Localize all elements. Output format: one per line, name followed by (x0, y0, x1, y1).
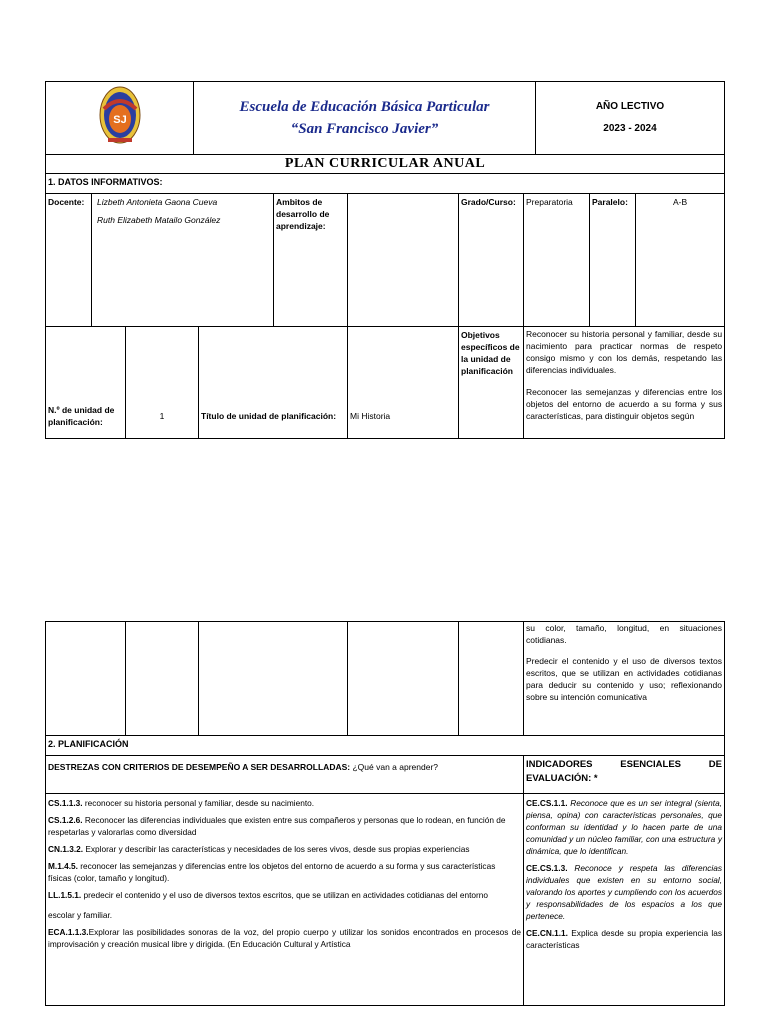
cont-cell-5 (459, 622, 524, 736)
header-table (45, 81, 725, 155)
objetivo-1: Reconocer su historia personal y familiar, desde su nacimiento para practicar normas de respeto consigo mismo y con los demás, respetando las diferencias individuales. (526, 329, 723, 375)
continuation-table (45, 621, 725, 1006)
objetivos-label: Objetivos específicos de la unidad de planificación (459, 327, 524, 439)
destreza-item: CS.1.1.3. reconocer su historia personal y familiar, desde su nacimiento. (48, 798, 315, 808)
destreza-item: M.1.4.5. reconocer las semejanzas y diferencias entre los objetos del entorno de acuerdo a su forma y sus características físicas (color, tamaño y longitud). (48, 861, 496, 883)
svg-text:SJ: SJ (112, 113, 127, 126)
cont-cell-2 (126, 622, 199, 736)
plan-table (45, 154, 725, 439)
destreza-item: LL.1.5.1. predecir el contenido y el uso de diversos textos escritos, que se utilizan en actividades cotidianas del entorno (48, 890, 488, 900)
indicador-item: CE.CN.1.1. Explica desde su propia experiencia las características (526, 928, 722, 950)
cont-cell-1 (46, 622, 126, 736)
docente-1: Lizbeth Antonieta Gaona Cueva (97, 197, 218, 207)
destreza-item: CS.1.2.6. Reconocer las diferencias individuales que existen entre sus compañeros y personas que lo rodean, en función de respetarlas y valorarlas como diversidad (48, 815, 506, 837)
objetivos-value (524, 327, 725, 439)
destrezas-header-question: ¿Qué van a aprender? (352, 762, 438, 772)
objetivo-2b: su color, tamaño, longitud, en situaciones cotidianas. (526, 623, 722, 645)
school-name-line2: “San Francisco Javier” (290, 121, 439, 137)
destrezas-header (46, 756, 524, 794)
paralelo-value: A-B (636, 194, 725, 327)
docente-names (92, 194, 274, 327)
plan-title: PLAN CURRICULAR ANUAL (46, 155, 725, 174)
docente-2: Ruth Elizabeth Matailo González (97, 215, 221, 225)
paralelo-label: Paralelo: (590, 194, 636, 327)
datos-section-title: 1. DATOS INFORMATIVOS: (46, 174, 725, 194)
indicador-item: CE.CS.1.3. Reconoce y respeta las diferencias individuales que existen en su entorno social, valorando los aportes y cumpliendo con los acuerdos y responsabilidades de los espacios a los que pertenece. (526, 863, 722, 921)
objetivo-3: Predecir el contenido y el uso de diversos textos escritos, que se utilizan en actividades cotidianas para deducir su contenido y uso; reflexionando sobre su intención comunicativa (526, 656, 722, 702)
docente-label: Docente: (46, 194, 92, 327)
logo-cell (46, 82, 194, 155)
indicador-item: CE.CS.1.1. Reconoce que es un ser integral (sienta, piensa, opina) con características personales, que conforman su identidad y lo hacen parte de una comunidad y un núcleo familiar, con una estructura y dinámica, que lo identifican. (526, 798, 722, 856)
destreza-item: ECA.1.1.3.Explorar las posibilidades sonoras de la voz, del propio cuerpo y utilizar los sonidos encontrados en procesos de improvisación y creación musical libre y dirigida. (En Educación Cultural y Artística (48, 927, 521, 949)
ambitos-value (348, 194, 459, 327)
cont-cell-4 (348, 622, 459, 736)
year-label: AÑO LECTIVO (595, 101, 665, 112)
destreza-item: escolar y familiar. (48, 910, 113, 920)
school-name-cell (194, 82, 536, 155)
year-value: 2023 - 2024 (603, 123, 657, 134)
indicadores-list (524, 794, 725, 1006)
school-crest-icon (98, 85, 142, 147)
ambitos-label: Ambitos de desarrollo de aprendizaje: (274, 194, 348, 327)
titulo-value: Mi Historia (348, 327, 459, 439)
objetivo-2a: Reconocer las semejanzas y diferencias entre los objetos del entorno de acuerdo a su forma y sus características, para distinguir objetos según (526, 387, 723, 421)
destrezas-header-bold: DESTREZAS CON CRITERIOS DE DESEMPEÑO A SER DESARROLLADAS: (48, 762, 351, 772)
grado-value: Preparatoria (524, 194, 590, 327)
destrezas-list (46, 794, 524, 1006)
indicadores-header: INDICADORES ESENCIALES DE EVALUACIÓN: * (524, 756, 725, 794)
school-name-line1: Escuela de Educación Básica Particular (239, 99, 490, 115)
unidad-label: N.º de unidad de planificación: (46, 327, 126, 439)
unidad-value: 1 (126, 327, 199, 439)
grado-label: Grado/Curso: (459, 194, 524, 327)
cont-cell-3 (199, 622, 348, 736)
objetivos-continuation (524, 622, 725, 736)
destreza-item: CN.1.3.2. Explorar y describir las características y necesidades de los seres vivos, desde sus propias experiencias (48, 844, 470, 854)
planificacion-section-title: 2. PLANIFICACIÓN (46, 736, 725, 756)
titulo-label: Título de unidad de planificación: (199, 327, 348, 439)
year-cell (536, 82, 725, 155)
